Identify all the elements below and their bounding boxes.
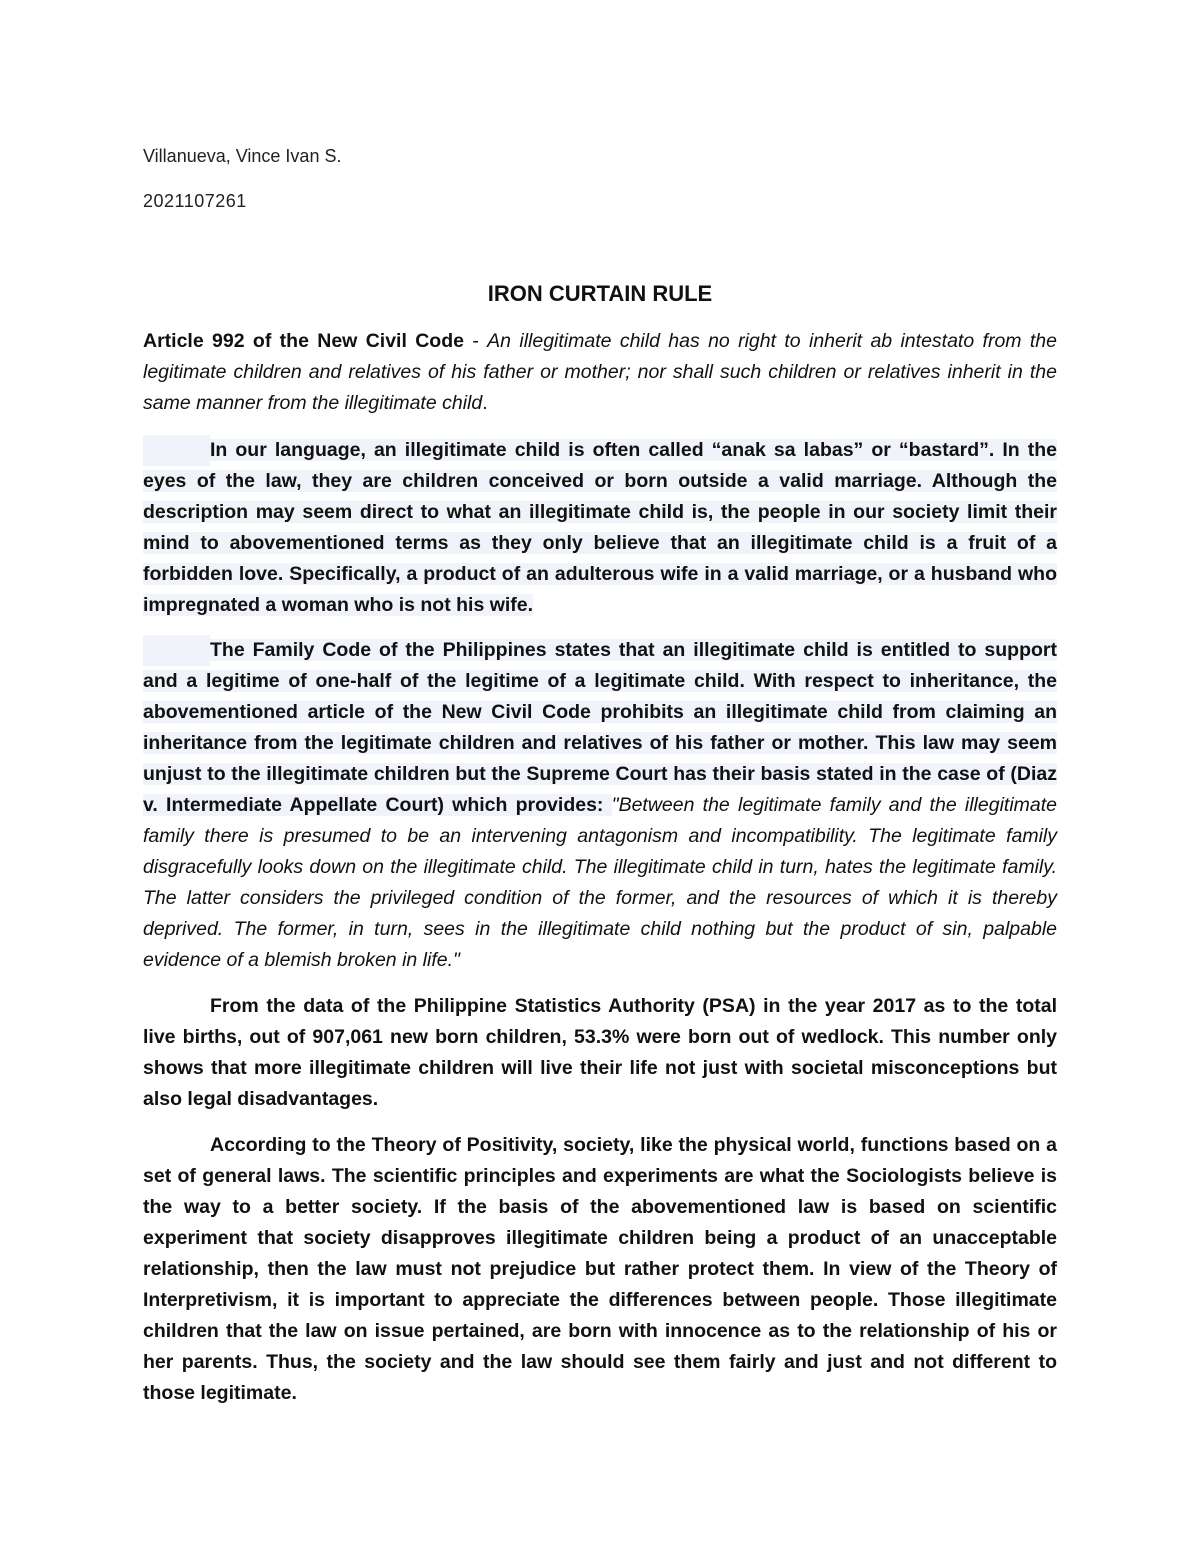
paragraph-text: From the data of the Philippine Statistics Authority (PSA) in the year 2017 as to the total live births, out of 907,061 new born children, 53.3% were born out of wedlock. This number only shows that more illegitimate children will live their life not just with societal misconceptions but also legal disadvantages. [143,995,1057,1110]
author-name: Villanueva, Vince Ivan S. [143,146,342,166]
document-title: IRON CURTAIN RULE [487,281,713,306]
paragraph-illegitimate-definition [143,435,1057,621]
article-separator: - [463,330,488,352]
court-quote: "Between the legitimate family and the illegitimate family there is presumed to be an intervening antagonism and incompatibility. The legitimate family disgracefully looks down on the illegitimate child. The illegitimate child in turn, hates the legitimate family. The latter considers the privileged condition of the former, and the resources of which it is thereby deprived. The former, in turn, sees in the illegitimate child nothing but the product of sin, palpable evidence of a blemish broken in life." [143,794,1058,971]
article-text: An illegitimate child has no right to inherit ab intestato from the legitimate children and relatives of his father or mother; nor shall such children or relatives inherit in the same manner from the illegitimate child [143,330,1057,414]
article-end: . [482,392,488,414]
indent [143,435,210,466]
article-lead: Article 992 of the New Civil Code [143,330,464,352]
student-number: 2021107261 [143,191,247,211]
indent [143,635,210,666]
paragraph-theories [143,1130,1057,1409]
paragraph-family-code [143,635,1057,976]
article-paragraph [143,326,1057,419]
paragraph-text: According to the Theory of Positivity, society, like the physical world, functions based on a set of general laws. The scientific principles and experiments are what the Sociologists believe is the way to a better society. If the basis of the abovementioned law is based on scientific experiment that society disapproves illegitimate children being a product of an unacceptable relationship, then the law must not prejudice but rather protect them. In view of the Theory of Interpretivism, it is important to appreciate the differences between people. Those illegitimate children that the law on issue pertained, are born with innocence as to the relationship of his or her parents. Thus, the society and the law should see them fairly and just and not different to those legitimate. [143,1134,1057,1404]
paragraph-text: The Family Code of the Philippines states that an illegitimate child is entitled to support and a legitime of one-half of the legitime of a legitimate child. With respect to inheritance, the abovementioned article of the New Civil Code prohibits an illegitimate child from claiming an inheritance from the legitimate children and relatives of his father or mother. This law may seem unjust to the illegitimate children but the Supreme Court has their basis stated in the case of (Diaz v. Intermediate Appellate Court) which provides: [143,639,1057,816]
paragraph-text: In our language, an illegitimate child is often called “anak sa labas” or “bastard”. In the eyes of the law, they are children conceived or born outside a valid marriage. Although the description may seem direct to what an illegitimate child is, the people in our society limit their mind to abovementioned terms as they only believe that an illegitimate child is a fruit of a forbidden love. Specifically, a product of an adulterous wife in a valid marriage, or a husband who impregnated a woman who is not his wife. [143,439,1057,616]
paragraph-psa-data [143,991,1057,1115]
